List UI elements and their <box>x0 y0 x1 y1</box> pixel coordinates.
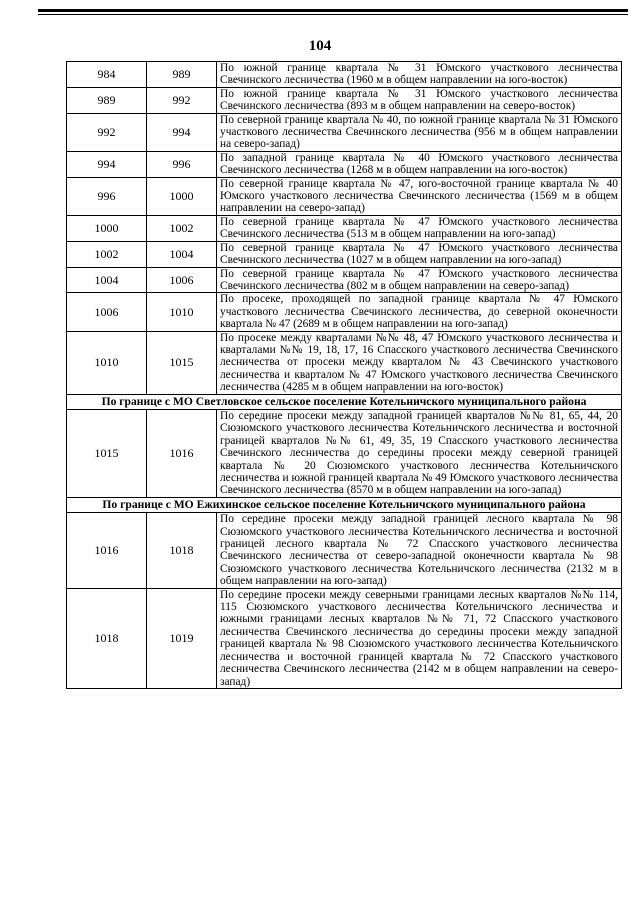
point-to: 1004 <box>147 241 217 267</box>
point-to: 1010 <box>147 293 217 331</box>
point-to: 1002 <box>147 215 217 241</box>
table-row <box>67 293 622 331</box>
point-to: 989 <box>147 62 217 88</box>
table-row <box>67 151 622 177</box>
point-from: 1002 <box>67 241 147 267</box>
boundary-description: По северной границе квартала № 47, юго-восточной границе квартала № 40 Юмского участкового лесничества Свечинского лесничества (1569 м в общем направлении на северо-запад) <box>217 177 622 215</box>
boundary-description: По южной границе квартала № 31 Юмского участкового лесничества Свечинского лесничества (893 м в общем направлении на северо-восток) <box>217 87 622 113</box>
boundary-description: По северной границе квартала № 47 Юмского участкового лесничества Свечинского лесничества (513 м в общем направлении на юго-запад) <box>217 215 622 241</box>
point-to: 1006 <box>147 267 217 293</box>
point-from: 1010 <box>67 331 147 394</box>
point-to: 1000 <box>147 177 217 215</box>
point-from: 1006 <box>67 293 147 331</box>
point-from: 1004 <box>67 267 147 293</box>
point-from: 996 <box>67 177 147 215</box>
point-to: 994 <box>147 113 217 151</box>
point-from: 1000 <box>67 215 147 241</box>
table-row <box>67 113 622 151</box>
table-row <box>67 215 622 241</box>
point-from: 984 <box>67 62 147 88</box>
point-to: 992 <box>147 87 217 113</box>
boundary-description: По северной границе квартала № 47 Юмского участкового лесничества Свечинского лесничества (1027 м в общем направлении на юго-запад) <box>217 241 622 267</box>
point-to: 1015 <box>147 331 217 394</box>
point-from: 992 <box>67 113 147 151</box>
point-from: 1015 <box>67 409 147 497</box>
point-to: 1016 <box>147 409 217 497</box>
section-heading: По границе с МО Светловское сельское поселение Котельничского муниципального района <box>67 394 622 409</box>
boundary-description: По просеке между кварталами №№ 48, 47 Юмского участкового лесничества и кварталами №№ 19, 18, 17, 16 Спасского участкового лесничества Свечинского лесничества от просеки между кварталом № 43 Свечинского участкового лесничества и кварталом № 47 Юмского участкового лесничества Свечинского лесничества (4285 м в общем направлении на юго-восток) <box>217 331 622 394</box>
point-to: 1018 <box>147 513 217 588</box>
boundary-description: По середине просеки между западной границей кварталов №№ 81, 65, 44, 20 Сюзюмского участкового лесничества Котельничского лесничества и восточной границей кварталов №№ 61, 49, 35, 19 Спасского участкового лесничества Свечинского лесничества до середины просеки между северной границей квартала № 20 Сюзюмского участкового лесничества Котельничского лесничества и южной границей квартала № 49 Юмского участкового лесничества Свечинского лесничества (8570 м в общем направлении на юго-запад) <box>217 409 622 497</box>
boundary-description: По середине просеки между западной границей лесного квартала № 98 Сюзюмского участкового лесничества Котельничского лесничества и восточной границей лесного квартала № 72 Спасского участкового лесничества Свечинского лесничества от северо-западной оконечности квартала № 98 Сюзюмского участкового лесничества Котельничского лесничества (2132 м в общем направлении на юго-запад) <box>217 513 622 588</box>
top-rule <box>38 9 628 12</box>
boundary-description: По западной границе квартала № 40 Юмского участкового лесничества Свечинского лесничества (1268 м в общем направлении на юго-восток) <box>217 151 622 177</box>
point-from: 1018 <box>67 588 147 688</box>
boundary-description: По просеке, проходящей по западной границе квартала № 47 Юмского участкового лесничества Свечинского лесничества, до северной оконечности квартала № 47 (2689 м в общем направлении на юго-запад) <box>217 293 622 331</box>
boundary-description: По северной границе квартала № 40, по южной границе квартала № 31 Юмского участкового лесничества Свечинского лесничества (956 м в общем направлении на северо-запад) <box>217 113 622 151</box>
point-from: 1016 <box>67 513 147 588</box>
table-row <box>67 331 622 394</box>
section-heading: По границе с МО Ежихинское сельское поселение Котельничского муниципального района <box>67 497 622 512</box>
table-row <box>67 87 622 113</box>
table-row <box>67 588 622 688</box>
point-from: 994 <box>67 151 147 177</box>
table-row <box>67 267 622 293</box>
boundary-description: По северной границе квартала № 47 Юмского участкового лесничества Свечинского лесничества (802 м в общем направлении на северо-запад) <box>217 267 622 293</box>
point-from: 989 <box>67 87 147 113</box>
point-to: 996 <box>147 151 217 177</box>
table-row <box>67 177 622 215</box>
boundary-table <box>66 61 622 689</box>
section-heading-row <box>67 497 622 512</box>
table-body <box>67 62 622 689</box>
boundary-description: По середине просеки между северными границами лесных кварталов №№ 114, 115 Сюзюмского участкового лесничества Котельничского лесничества и южными границами лесных кварталов №№ 71, 72 Спасского участкового лесничества Свечинского лесничества до середины просеки между западной границей квартала № 98 Сюзюмского участкового лесничества Котельничского лесничества и восточной границей квартала № 72 Спасского участкового лесничества Свечинского лесничества (2142 м в общем направлении на северо-запад) <box>217 588 622 688</box>
point-to: 1019 <box>147 588 217 688</box>
boundary-description: По южной границе квартала № 31 Юмского участкового лесничества Свечинского лесничества (1960 м в общем направлении на юго-восток) <box>217 62 622 88</box>
table-row <box>67 241 622 267</box>
top-rule-thin <box>38 14 628 15</box>
table-row <box>67 409 622 497</box>
page-number: 104 <box>308 38 332 54</box>
table-row <box>67 62 622 88</box>
table-row <box>67 513 622 588</box>
section-heading-row <box>67 394 622 409</box>
